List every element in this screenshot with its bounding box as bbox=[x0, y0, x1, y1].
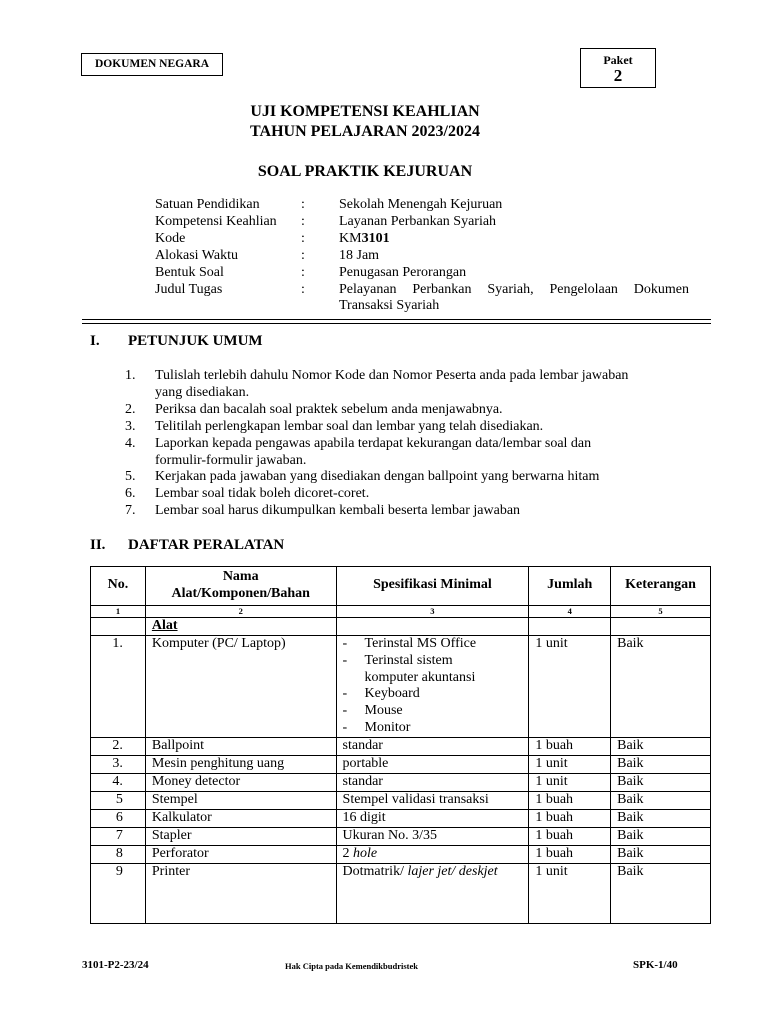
row-no: 6 bbox=[91, 809, 146, 827]
row-keterangan: Baik bbox=[611, 773, 711, 791]
meta-row bbox=[155, 265, 689, 282]
spec-text: Dotmatrik/ bbox=[342, 863, 408, 879]
section-number: II. bbox=[90, 537, 106, 553]
list-item bbox=[125, 419, 685, 436]
spec-text: 2 bbox=[342, 845, 354, 861]
meta-value bbox=[339, 231, 689, 248]
meta-row bbox=[155, 197, 689, 214]
header-nama bbox=[145, 567, 336, 606]
row-nama: Ballpoint bbox=[145, 738, 336, 756]
spec-dash: - bbox=[342, 635, 348, 651]
index-cell: 1 bbox=[91, 605, 146, 617]
section-title: DAFTAR PERALATAN bbox=[128, 537, 285, 553]
row-jumlah: 1 buah bbox=[529, 791, 611, 809]
row-spec bbox=[336, 635, 529, 737]
row-nama: Printer bbox=[145, 863, 336, 923]
row-no: 7 bbox=[91, 827, 146, 845]
meta-value: Penugasan Perorangan bbox=[339, 264, 467, 280]
row-keterangan: Baik bbox=[611, 827, 711, 845]
spec-item bbox=[343, 636, 523, 653]
section-number: I. bbox=[90, 333, 100, 349]
list-item bbox=[125, 402, 685, 419]
list-text: Kerjakan pada jawaban yang disediakan dengan ballpoint yang berwarna hitam bbox=[155, 469, 600, 485]
row-no: 5 bbox=[91, 791, 146, 809]
row-spec: 16 digit bbox=[336, 809, 529, 827]
table-index-row bbox=[91, 605, 711, 617]
list-text: Telitilah perlengkapan lembar soal dan lembar yang telah disediakan. bbox=[155, 418, 544, 434]
index-cell: 3 bbox=[336, 605, 529, 617]
footer-page: SPK-1/40 bbox=[633, 959, 678, 971]
meta-value bbox=[339, 282, 689, 316]
title-line-2: TAHUN PELAJARAN 2023/2024 bbox=[250, 123, 480, 140]
row-spec: portable bbox=[336, 756, 529, 774]
section-1-heading bbox=[90, 333, 263, 350]
meta-key: Alokasi Waktu bbox=[155, 247, 238, 263]
meta-value: Layanan Perbankan Syariah bbox=[339, 213, 497, 229]
list-text-line: formulir-formulir jawaban. bbox=[155, 452, 307, 468]
meta-colon: : bbox=[301, 230, 305, 246]
row-nama: Stempel bbox=[145, 791, 336, 809]
row-jumlah: 1 buah bbox=[529, 827, 611, 845]
exam-meta bbox=[155, 197, 689, 315]
table-group-row bbox=[91, 617, 711, 635]
meta-row bbox=[155, 231, 689, 248]
table-row bbox=[91, 738, 711, 756]
list-number: 1. bbox=[125, 368, 136, 383]
meta-colon: : bbox=[301, 264, 305, 280]
spec-dash: - bbox=[342, 652, 348, 668]
table-row bbox=[91, 791, 711, 809]
section-title: PETUNJUK UMUM bbox=[128, 333, 263, 349]
spec-item bbox=[343, 686, 523, 703]
list-number: 2. bbox=[125, 401, 136, 417]
row-spec: standar bbox=[336, 738, 529, 756]
spec-text: Terinstal MS Office bbox=[364, 635, 477, 651]
meta-colon: : bbox=[301, 197, 305, 212]
meta-row bbox=[155, 214, 689, 231]
spec-item bbox=[343, 720, 523, 737]
table-cell bbox=[91, 617, 146, 635]
row-spec: Stempel validasi transaksi bbox=[336, 791, 529, 809]
table-row bbox=[91, 809, 711, 827]
spec-item bbox=[343, 653, 523, 687]
table-row bbox=[91, 827, 711, 845]
row-nama: Kalkulator bbox=[145, 809, 336, 827]
kode-prefix: KM bbox=[339, 230, 362, 246]
table-row bbox=[91, 863, 711, 923]
paket-label: Paket bbox=[603, 53, 633, 67]
table-row bbox=[91, 845, 711, 863]
divider-bottom bbox=[82, 323, 711, 324]
list-item bbox=[125, 486, 685, 503]
spec-dash: - bbox=[342, 703, 348, 719]
spec-text: Monitor bbox=[364, 720, 411, 736]
list-text-line: yang disediakan. bbox=[155, 384, 250, 400]
row-no: 4. bbox=[91, 773, 146, 791]
footer-copyright: Hak Cipta pada Kemendikbudristek bbox=[285, 961, 418, 971]
list-text-line: Laporkan kepada pengawas apabila terdapat kekurangan data/lembar soal dan bbox=[155, 435, 592, 451]
row-keterangan: Baik bbox=[611, 863, 711, 923]
row-jumlah: 1 buah bbox=[529, 845, 611, 863]
meta-key: Bentuk Soal bbox=[155, 264, 224, 280]
row-jumlah: 1 buah bbox=[529, 738, 611, 756]
header-no: No. bbox=[91, 567, 146, 606]
instruction-list bbox=[125, 368, 685, 520]
list-text bbox=[155, 436, 685, 470]
meta-colon: : bbox=[301, 213, 305, 229]
row-jumlah: 1 buah bbox=[529, 809, 611, 827]
table-cell bbox=[529, 617, 611, 635]
judul-line-1: Pelayanan Perbankan Syariah, Pengelolaan Dokumen bbox=[339, 281, 689, 297]
spec-dash: - bbox=[342, 686, 348, 702]
judul-line-2: Transaksi Syariah bbox=[339, 298, 440, 314]
list-number: 7. bbox=[125, 503, 136, 519]
row-no: 1. bbox=[91, 635, 146, 737]
equipment-table bbox=[90, 566, 711, 924]
row-jumlah: 1 unit bbox=[529, 773, 611, 791]
kode-number: 3101 bbox=[361, 230, 390, 246]
meta-colon: : bbox=[301, 247, 305, 263]
divider-top bbox=[82, 319, 711, 320]
index-cell: 2 bbox=[145, 605, 336, 617]
spec-text-italic: lajer jet/ deskjet bbox=[407, 863, 498, 879]
group-label: Alat bbox=[145, 617, 336, 635]
list-number: 6. bbox=[125, 486, 136, 502]
title-line-3: SOAL PRAKTIK KEJURUAN bbox=[257, 163, 473, 180]
row-keterangan: Baik bbox=[611, 738, 711, 756]
row-nama: Money detector bbox=[145, 773, 336, 791]
row-jumlah: 1 unit bbox=[529, 635, 611, 737]
meta-key: Satuan Pendidikan bbox=[155, 197, 260, 212]
list-item bbox=[125, 436, 685, 470]
row-jumlah: 1 unit bbox=[529, 863, 611, 923]
meta-colon: : bbox=[301, 281, 305, 297]
spec-text bbox=[365, 653, 476, 687]
list-number: 4. bbox=[125, 435, 136, 451]
meta-key: Kode bbox=[155, 230, 186, 246]
index-cell: 5 bbox=[611, 605, 711, 617]
meta-value: Sekolah Menengah Kejuruan bbox=[339, 197, 503, 212]
header-spesifikasi: Spesifikasi Minimal bbox=[336, 567, 529, 606]
header-nama-line: Alat/Komponen/Bahan bbox=[171, 585, 310, 601]
header-jumlah: Jumlah bbox=[529, 567, 611, 606]
row-jumlah: 1 unit bbox=[529, 756, 611, 774]
list-text: Periksa dan bacalah soal praktek sebelum anda menjawabnya. bbox=[155, 401, 503, 417]
spec-list bbox=[343, 636, 523, 737]
meta-row bbox=[155, 248, 689, 265]
row-nama: Stapler bbox=[145, 827, 336, 845]
row-spec: Ukuran No. 3/35 bbox=[336, 827, 529, 845]
list-number: 5. bbox=[125, 469, 136, 485]
paket-box bbox=[580, 48, 656, 88]
list-text bbox=[155, 368, 685, 402]
spec-text-line: komputer akuntansi bbox=[364, 669, 476, 685]
row-nama: Mesin penghitung uang bbox=[145, 756, 336, 774]
table-header-row bbox=[91, 567, 711, 606]
list-text: Lembar soal tidak boleh dicoret-coret. bbox=[155, 486, 370, 502]
spec-text-line: Terinstal sistem bbox=[364, 652, 453, 668]
row-spec bbox=[336, 863, 529, 923]
spec-dash: - bbox=[342, 720, 348, 736]
meta-key: Kompetensi Keahlian bbox=[155, 213, 277, 229]
row-nama: Perforator bbox=[145, 845, 336, 863]
index-cell: 4 bbox=[529, 605, 611, 617]
row-spec: standar bbox=[336, 773, 529, 791]
table-row bbox=[91, 773, 711, 791]
meta-key: Judul Tugas bbox=[155, 281, 223, 297]
row-no: 8 bbox=[91, 845, 146, 863]
meta-value: 18 Jam bbox=[339, 247, 380, 263]
footer-code: 3101-P2-23/24 bbox=[82, 959, 149, 971]
header-nama-line: Nama bbox=[222, 569, 259, 584]
section-2-heading bbox=[90, 537, 284, 554]
paket-number: 2 bbox=[613, 66, 623, 85]
title-line-1: UJI KOMPETENSI KEAHLIAN bbox=[250, 103, 480, 120]
header-keterangan: Keterangan bbox=[611, 567, 711, 606]
table-cell bbox=[611, 617, 711, 635]
row-nama: Komputer (PC/ Laptop) bbox=[145, 635, 336, 737]
row-keterangan: Baik bbox=[611, 756, 711, 774]
list-item bbox=[125, 368, 685, 402]
spec-text: Mouse bbox=[364, 703, 403, 719]
row-keterangan: Baik bbox=[611, 635, 711, 737]
row-no: 9 bbox=[91, 863, 146, 923]
list-item bbox=[125, 503, 685, 520]
table-row bbox=[91, 635, 711, 737]
meta-row bbox=[155, 282, 689, 316]
spec-item bbox=[343, 703, 523, 720]
spec-text-italic: hole bbox=[353, 845, 378, 861]
table-row bbox=[91, 756, 711, 774]
list-text: Lembar soal harus dikumpulkan kembali beserta lembar jawaban bbox=[155, 503, 521, 519]
row-spec bbox=[336, 845, 529, 863]
row-keterangan: Baik bbox=[611, 845, 711, 863]
row-keterangan: Baik bbox=[611, 791, 711, 809]
list-number: 3. bbox=[125, 418, 136, 434]
table-cell bbox=[336, 617, 529, 635]
row-keterangan: Baik bbox=[611, 809, 711, 827]
row-no: 2. bbox=[91, 738, 146, 756]
list-text-line: Tulislah terlebih dahulu Nomor Kode dan Nomor Peserta anda pada lembar jawaban bbox=[155, 368, 629, 383]
document-label: DOKUMEN NEGARA bbox=[81, 53, 223, 76]
row-no: 3. bbox=[91, 756, 146, 774]
spec-text: Keyboard bbox=[364, 686, 420, 702]
list-item bbox=[125, 469, 685, 486]
